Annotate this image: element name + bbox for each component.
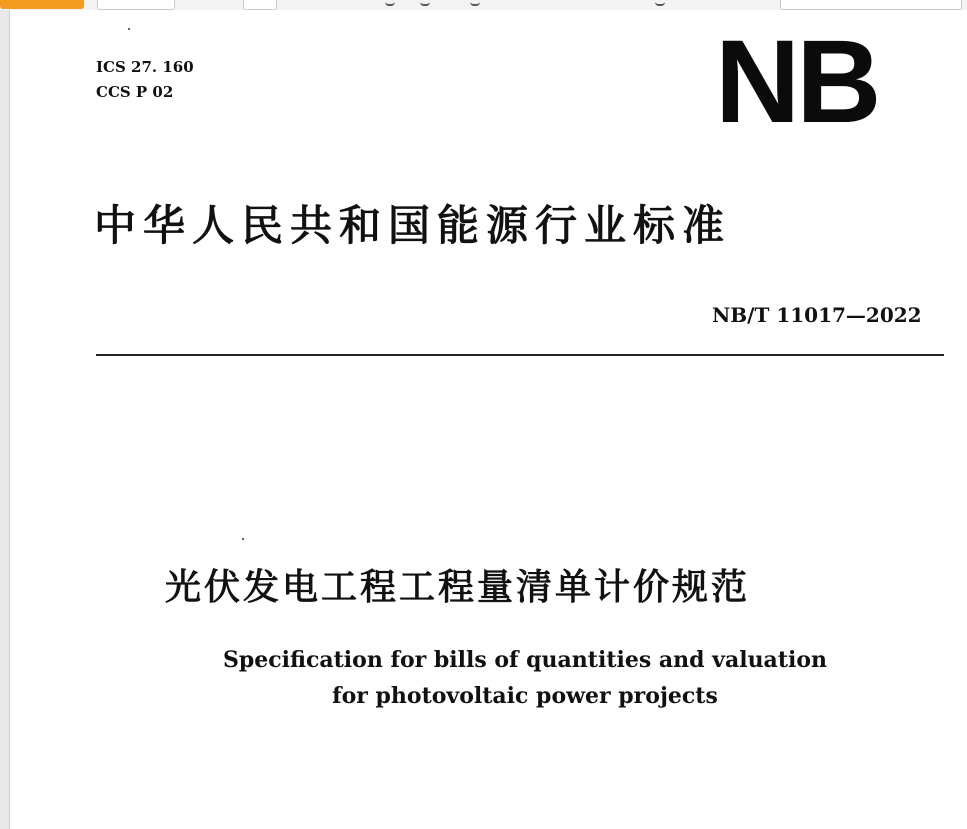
title-english-line-2: for photovoltaic power projects (332, 683, 718, 709)
zoom-out-icon[interactable] (385, 0, 395, 6)
standard-number: NB/T 11017—2022 (712, 303, 922, 327)
title-chinese: 光伏发电工程工程量清单计价规范 (165, 567, 751, 608)
document-page (10, 10, 967, 829)
page-number-input[interactable] (243, 0, 277, 10)
title-english-line-1: Specification for bills of quantities and valuation (222, 647, 828, 673)
classification-codes (96, 55, 194, 105)
ccs-code: CCS P 02 (96, 83, 174, 101)
toolbar (0, 0, 967, 10)
zoom-in-icon[interactable] (420, 0, 430, 6)
toolbar-orange-button[interactable] (0, 0, 84, 9)
title-english (160, 642, 890, 714)
search-input[interactable] (780, 0, 962, 10)
scan-speck (128, 28, 130, 30)
scan-speck (242, 538, 244, 540)
issuing-authority: 中华人民共和国能源行业标准 (94, 201, 732, 250)
tool-icon[interactable] (655, 0, 665, 6)
view-icon[interactable] (470, 0, 480, 6)
sidebar-edge (0, 10, 10, 829)
toolbar-dropdown[interactable] (97, 0, 175, 10)
ics-code: ICS 27. 160 (96, 58, 194, 76)
header-rule (96, 354, 944, 356)
nb-logo: NB (715, 16, 878, 148)
